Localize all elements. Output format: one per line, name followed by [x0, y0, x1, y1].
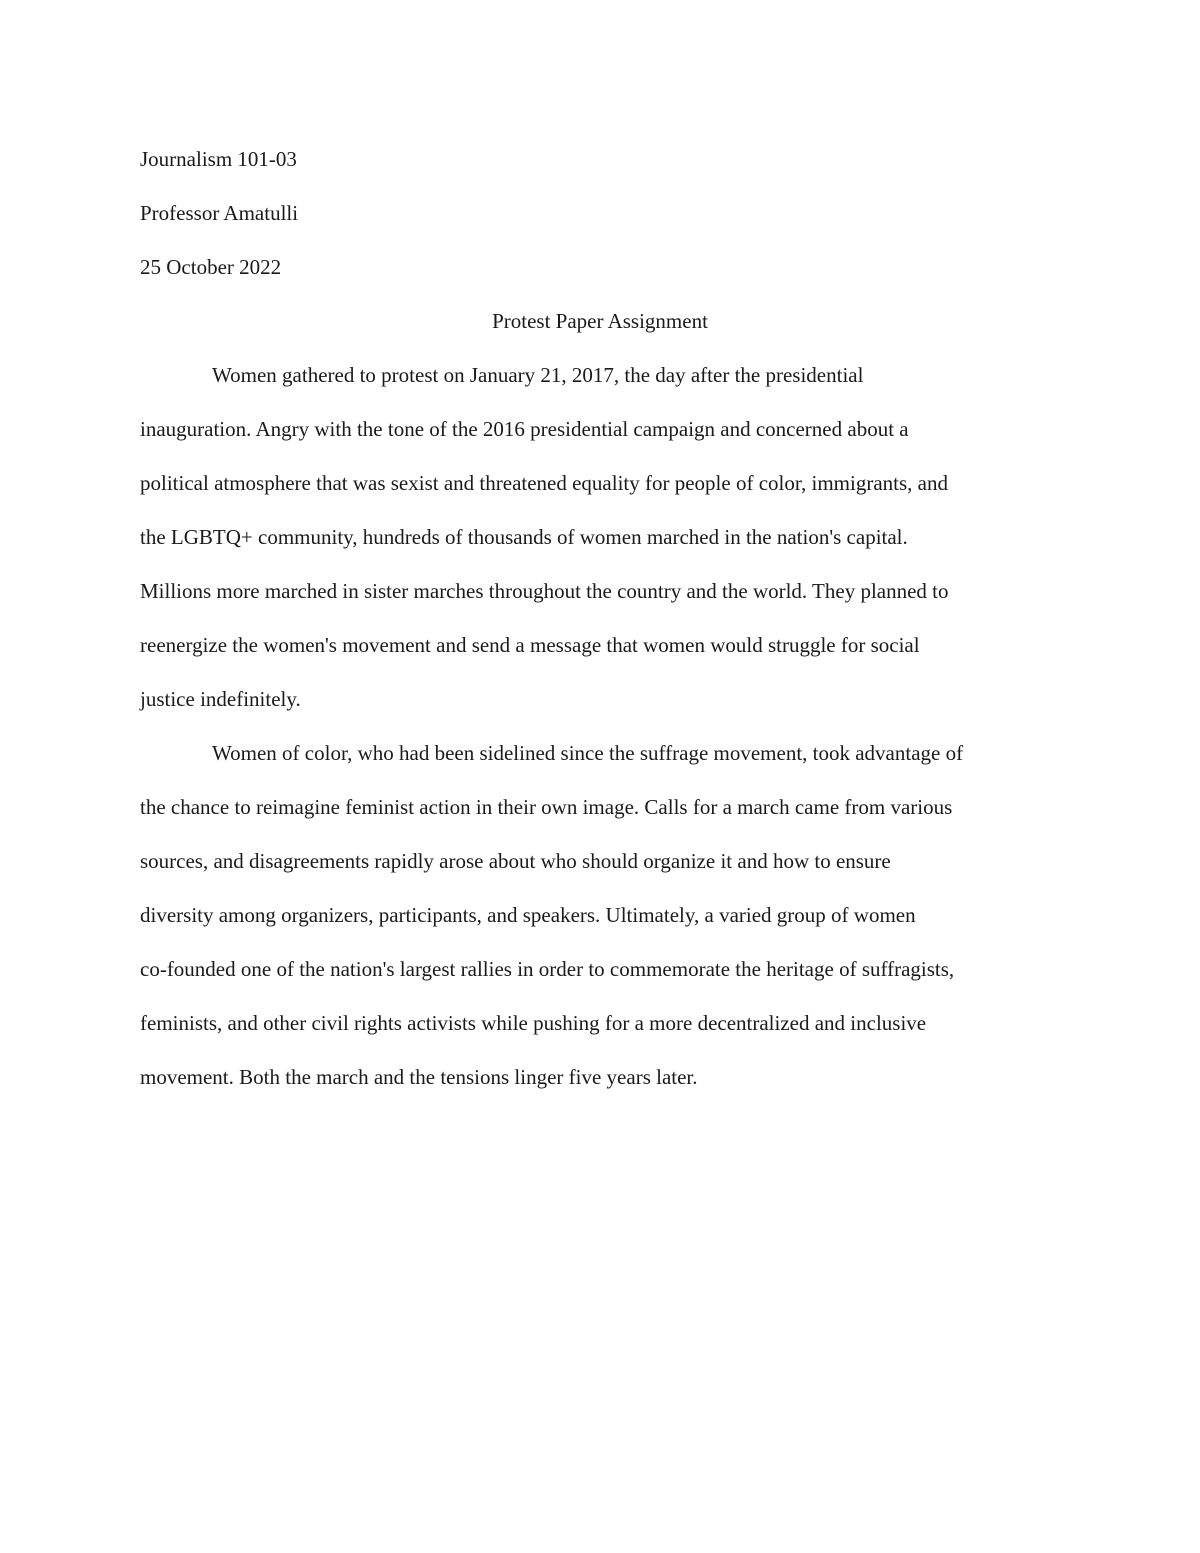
document-title: Protest Paper Assignment: [492, 309, 708, 333]
paragraph-line: feminists, and other civil rights activists while pushing for a more decentralized and inclusive: [140, 1011, 927, 1035]
paragraph-line: reenergize the women's movement and send a message that women would struggle for social: [140, 633, 920, 657]
paragraph-line: Women gathered to protest on January 21, 2017, the day after the presidential: [212, 363, 864, 387]
paragraph-1: [140, 348, 1060, 726]
paragraph-line: inauguration. Angry with the tone of the 2016 presidential campaign and concerned about a: [140, 417, 909, 441]
paragraph-line: sources, and disagreements rapidly arose about who should organize it and how to ensure: [140, 849, 891, 873]
paragraph-2: [140, 726, 1060, 1104]
paragraph-line: the chance to reimagine feminist action in their own image. Calls for a march came from various: [140, 795, 953, 819]
paragraph-line: movement. Both the march and the tensions linger five years later.: [140, 1065, 698, 1089]
paragraph-line: justice indefinitely.: [140, 687, 301, 711]
paragraph-line: diversity among organizers, participants, and speakers. Ultimately, a varied group of women: [140, 903, 916, 927]
paragraph-line: co-founded one of the nation's largest rallies in order to commemorate the heritage of suffragists,: [140, 957, 955, 981]
date-line: 25 October 2022: [140, 255, 282, 279]
document-body: [140, 132, 1060, 1104]
course-line: Journalism 101-03: [140, 147, 297, 171]
paragraph-line: Millions more marched in sister marches throughout the country and the world. They planned to: [140, 579, 949, 603]
paragraph-line: Women of color, who had been sidelined since the suffrage movement, took advantage of: [212, 741, 964, 765]
paragraph-line: the LGBTQ+ community, hundreds of thousands of women marched in the nation's capital.: [140, 525, 908, 549]
professor-line: Professor Amatulli: [140, 201, 299, 225]
paragraph-line: political atmosphere that was sexist and threatened equality for people of color, immigrants, and: [140, 471, 948, 495]
